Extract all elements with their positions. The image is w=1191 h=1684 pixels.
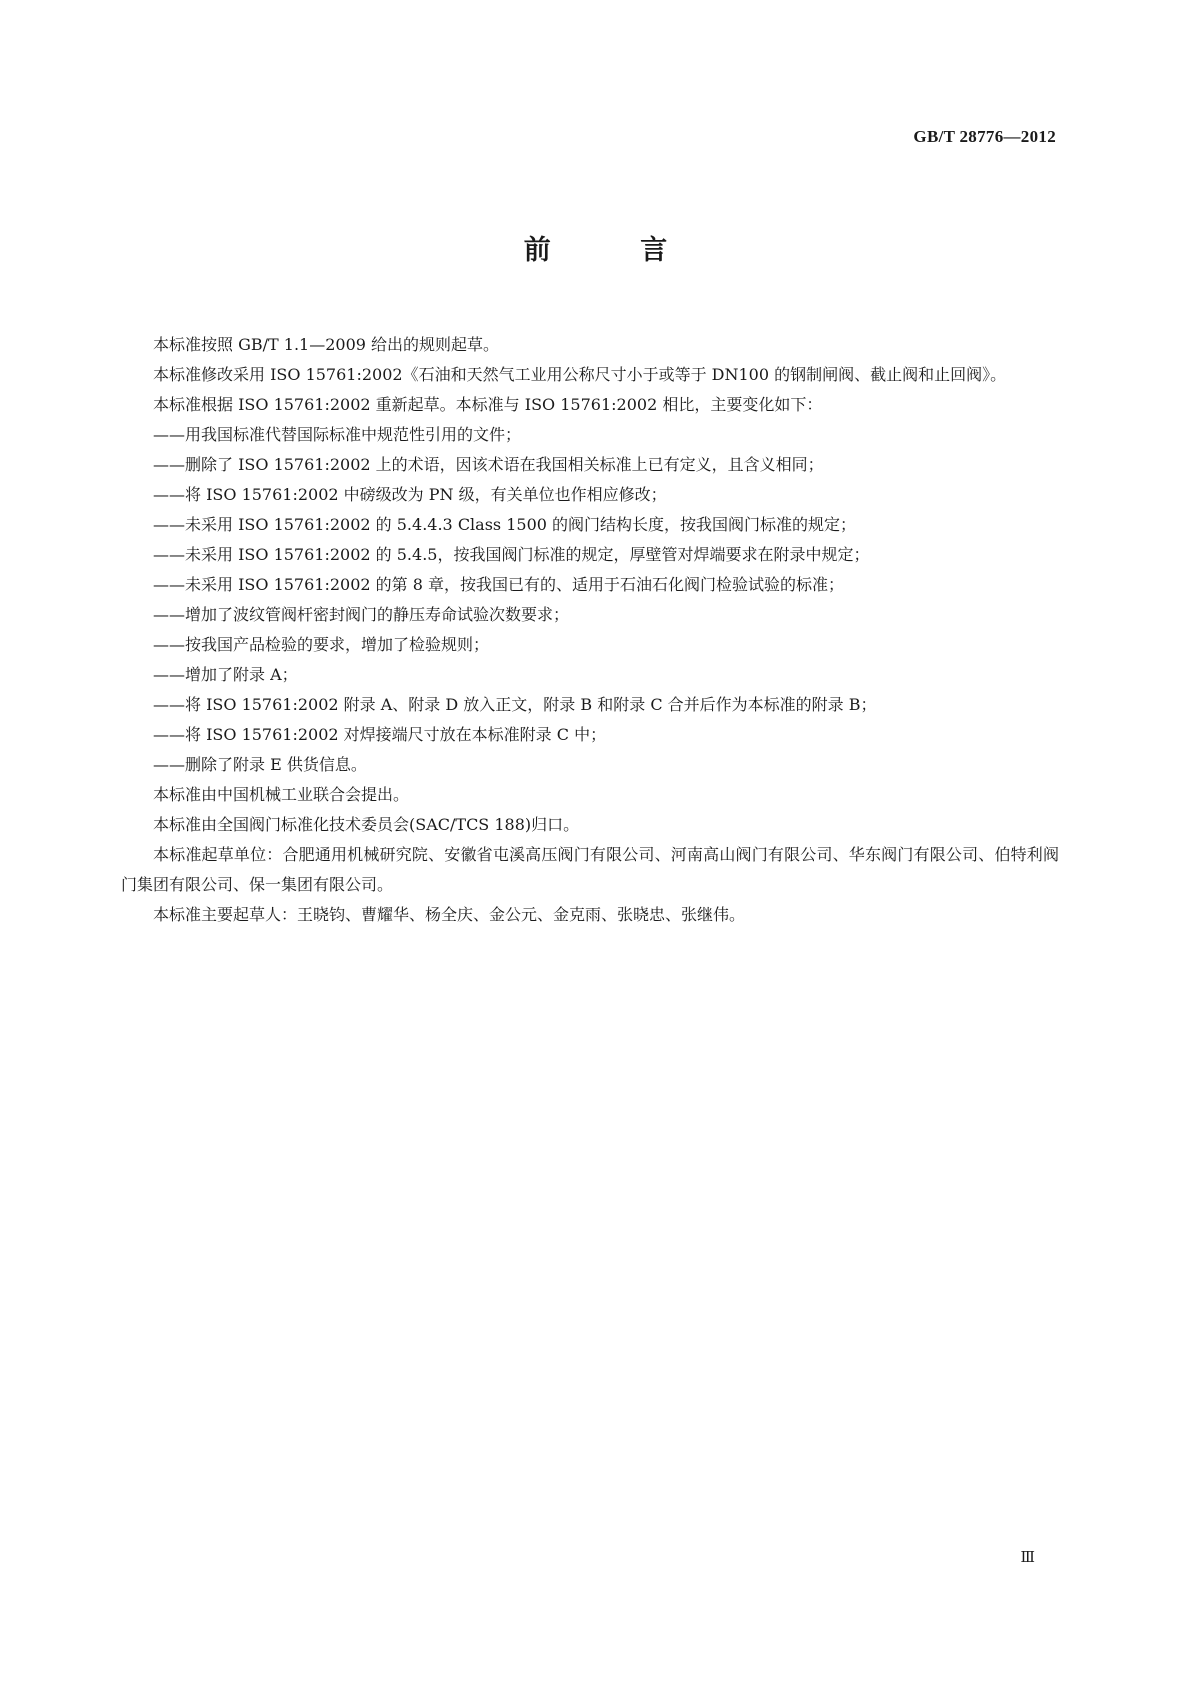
list-item-change-8: ——按我国产品检验的要求，增加了检验规则； [153, 635, 490, 654]
page-number: Ⅲ [1020, 1550, 1035, 1566]
paragraph-drafting-rules: 本标准按照 GB/T 1.1—2009 给出的规则起草。 [153, 335, 500, 354]
list-item-change-9: ——增加了附录 A； [153, 665, 298, 684]
paragraph-drafting-units: 本标准起草单位：合肥通用机械研究院、安徽省屯溪高压阀门有限公司、河南高山阀门有限公司、华东阀门有限公司、伯特利阀门集团有限公司、保一集团有限公司。 [121, 845, 1059, 894]
standard-code: GB/T 28776—2012 [913, 127, 1056, 146]
list-item-change-2: ——删除了 ISO 15761:2002 上的术语，因该术语在我国相关标准上已有定义，且含义相同； [153, 455, 824, 474]
paragraph-drafters: 本标准主要起草人：王晓钧、曹耀华、杨全庆、金公元、金克雨、张晓忠、张继伟。 [153, 905, 746, 924]
paragraph-changes-intro: 本标准根据 ISO 15761:2002 重新起草。本标准与 ISO 15761:2002 相比，主要变化如下： [153, 395, 823, 414]
document-body [121, 330, 1059, 930]
list-item-change-3: ——将 ISO 15761:2002 中磅级改为 PN 级，有关单位也作相应修改； [153, 485, 667, 504]
paragraph-proposer: 本标准由中国机械工业联合会提出。 [153, 785, 410, 804]
paragraph-adoption: 本标准修改采用 ISO 15761:2002《石油和天然气工业用公称尺寸小于或等于 DN100 的钢制闸阀、截止阀和止回阀》。 [153, 365, 1007, 384]
list-item-change-10: ——将 ISO 15761:2002 附录 A、附录 D 放入正文，附录 B 和附录 C 合并后作为本标准的附录 B； [153, 695, 877, 714]
list-item-change-1: ——用我国标准代替国际标准中规范性引用的文件； [153, 425, 522, 444]
list-item-change-5: ——未采用 ISO 15761:2002 的 5.4.5，按我国阀门标准的规定，厚壁管对焊端要求在附录中规定； [153, 545, 870, 564]
list-item-change-7: ——增加了波纹管阀杆密封阀门的静压寿命试验次数要求； [153, 605, 570, 624]
list-item-change-12: ——删除了附录 E 供货信息。 [153, 755, 367, 774]
paragraph-committee: 本标准由全国阀门标准化技术委员会(SAC/TCS 188)归口。 [153, 815, 580, 834]
list-item-change-6: ——未采用 ISO 15761:2002 的第 8 章，按我国已有的、适用于石油石化阀门检验试验的标准； [153, 575, 845, 594]
list-item-change-11: ——将 ISO 15761:2002 对焊接端尺寸放在本标准附录 C 中； [153, 725, 607, 744]
page-title: 前 言 [523, 235, 708, 266]
list-item-change-4: ——未采用 ISO 15761:2002 的 5.4.4.3 Class 1500 的阀门结构长度，按我国阀门标准的规定； [153, 515, 857, 534]
